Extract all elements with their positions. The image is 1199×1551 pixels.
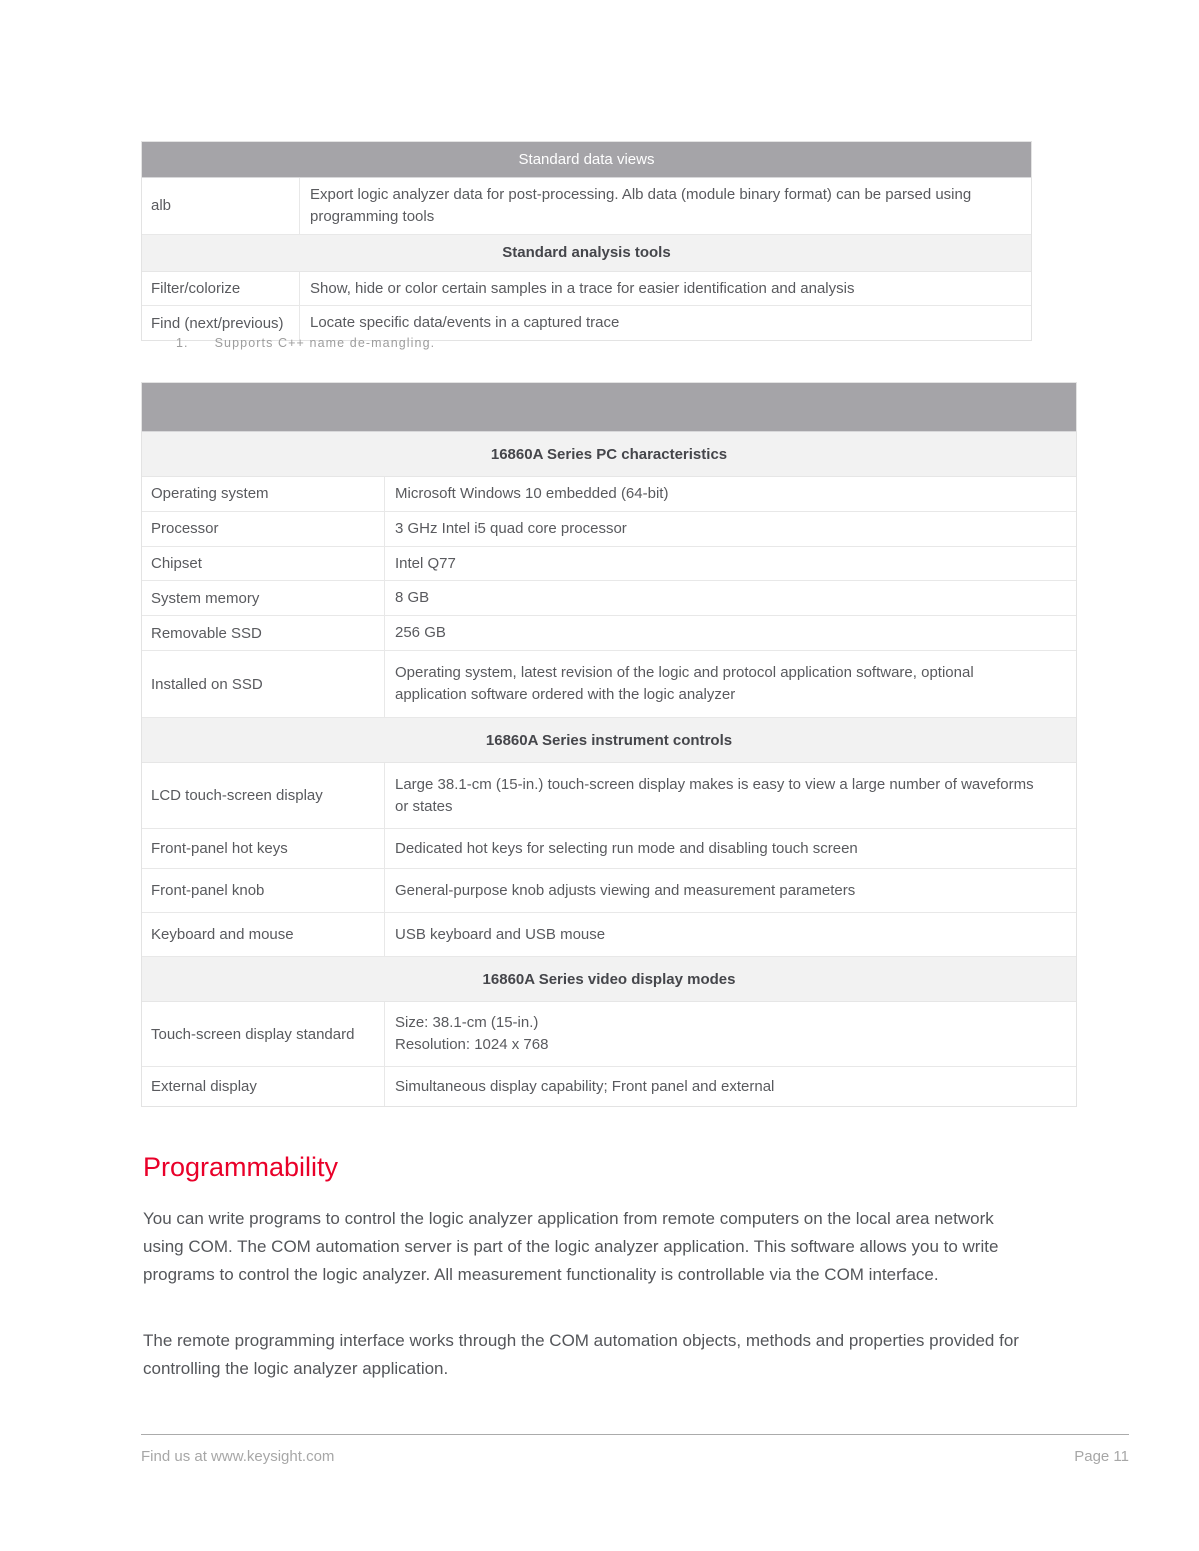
row-label: Chipset [142,547,385,581]
row-label: Filter/colorize [142,272,300,306]
series-characteristics-table [141,382,1077,1107]
section-title-pc-characteristics: 16860A Series PC characteristics [142,432,1076,477]
table-row [142,651,1076,718]
row-value: Operating system, latest revision of the logic and protocol application software, optional application software ordered with the logic analyzer [395,664,974,703]
table-row [142,581,1076,616]
programmability-heading: Programmability [143,1152,339,1182]
row-label: Processor [142,512,385,546]
row-value: General-purpose knob adjusts viewing and measurement parameters [395,881,856,899]
footnote-text: Supports C++ name de-mangling. [214,336,436,350]
row-value: Dedicated hot keys for selecting run mode and disabling touch screen [395,839,858,857]
row-value: Show, hide or color certain samples in a trace for easier identification and analysis [310,279,855,297]
row-label: Find (next/previous) [142,306,300,340]
table-row [142,829,1076,869]
section-title-video-display-modes: 16860A Series video display modes [142,957,1076,1002]
row-label: Front-panel knob [142,869,385,912]
value-line-size: Size: 38.1-cm (15-in.) [395,1014,539,1032]
table-row [142,913,1076,957]
table-row [142,616,1076,651]
row-label: Keyboard and mouse [142,913,385,956]
row-label: Front-panel hot keys [142,829,385,868]
value-line-resolution: Resolution: 1024 x 768 [395,1036,549,1053]
row-value: 8 GB [395,589,430,607]
row-label: Installed on SSD [142,651,385,717]
footer-find-us-text: Find us at www.keysight.com [141,1448,335,1465]
row-value: Simultaneous display capability; Front panel and external [395,1077,775,1095]
table-row [142,547,1076,582]
table1-header: Standard data views [142,142,1031,178]
row-label: System memory [142,581,385,615]
row-value: Large 38.1-cm (15-in.) touch-screen display makes is easy to view a large number of waveforms or states [395,775,1034,815]
row-value: 3 GHz Intel i5 quad core processor [395,519,627,537]
footnote-number: 1. [176,336,189,350]
section-title-instrument-controls: 16860A Series instrument controls [142,718,1076,763]
table-row [142,477,1076,512]
table-row [142,869,1076,913]
footer-page-number: Page 11 [1074,1448,1129,1465]
row-label: External display [142,1067,385,1106]
row-value: Microsoft Windows 10 embedded (64-bit) [395,485,669,502]
row-value: Export logic analyzer data for post-processing. Alb data (module binary format) can be parsed using programming tools [310,186,972,225]
row-label: Removable SSD [142,616,385,650]
row-label: alb [142,178,300,234]
table-row [142,1002,1076,1067]
table-row [142,306,1031,340]
row-value: 256 GB [395,624,446,642]
row-label: LCD touch-screen display [142,763,385,828]
page-footer [141,1434,1129,1465]
row-label: Operating system [142,477,385,511]
row-label: Touch-screen display standard [142,1002,385,1066]
table1-subheader: Standard analysis tools [142,235,1031,272]
row-value: Intel Q77 [395,554,456,572]
row-value: USB keyboard and USB mouse [395,925,606,943]
programmability-paragraph-2: The remote programming interface works through the COM automation objects, methods and properties provided for controlling the logic analyzer application. [143,1331,1019,1378]
programmability-paragraph-1: You can write programs to control the logic analyzer application from remote computers on the local area network using COM. The COM automation server is part of the logic analyzer application. This software allows you to write programs to control the logic analyzer. All measurement functionality is controllable via the COM interface. [143,1209,999,1284]
table-row [142,1067,1076,1106]
table-row [142,763,1076,829]
table-row [142,272,1031,307]
table-row [142,178,1031,235]
table1-footnote [176,336,435,350]
table-row [142,512,1076,547]
row-value [385,1002,1076,1066]
table2-header [142,383,1076,432]
standard-data-views-table [141,141,1032,341]
row-value: Locate specific data/events in a captured trace [310,314,620,332]
